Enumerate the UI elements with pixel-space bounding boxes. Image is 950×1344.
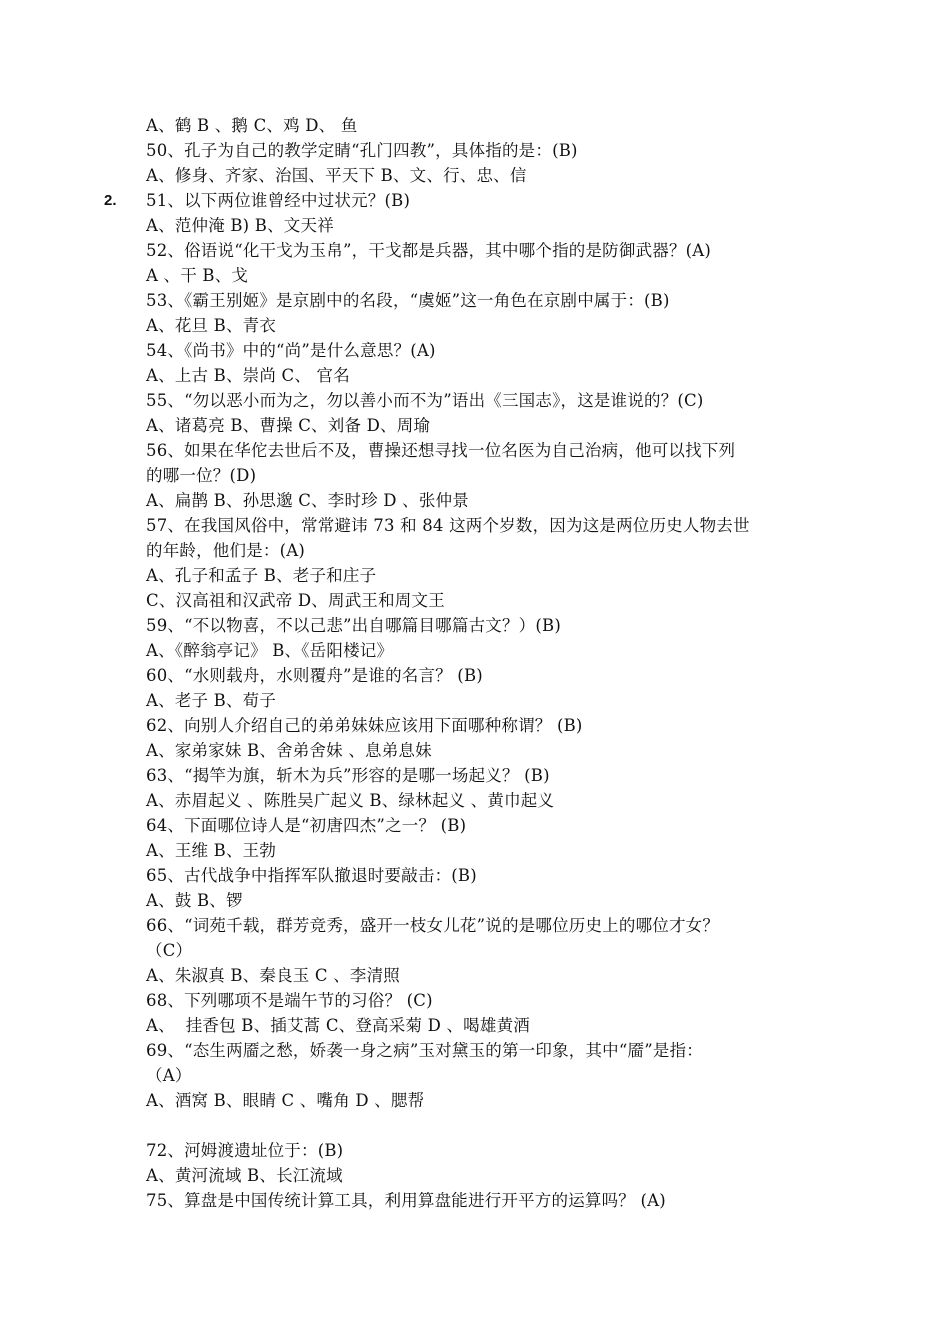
text-line: 54、《尚书》中的“尚”是什么意思？(A) (146, 341, 436, 360)
text-line: C、汉高祖和汉武帝 D、周武王和周文王 (146, 591, 445, 610)
text-line: A、朱淑真 B、秦良玉 C 、李清照 (146, 966, 401, 985)
text-line: A、扁鹊 B、孙思邈 C、李时珍 D 、张仲景 (146, 491, 469, 510)
text-line: A、诸葛亮 B、曹操 C、刘备 D、周瑜 (146, 416, 431, 435)
text-line: A、修身、齐家、治国、平天下 B、文、行、忠、信 (146, 166, 527, 185)
text-line: 72、河姆渡遗址位于：(B) (146, 1141, 344, 1160)
text-line: A、范仲淹 B) B、文天祥 (146, 216, 334, 235)
text-line: 59、“不以物喜，不以己悲”出自哪篇目哪篇古文？）(B) (146, 616, 561, 635)
text-line: A、黄河流域 B、长江流域 (146, 1166, 343, 1185)
text-line: 75、算盘是中国传统计算工具，利用算盘能进行开平方的运算吗？ (A) (146, 1191, 666, 1210)
text-line: 55、“勿以恶小而为之，勿以善小而不为”语出《三国志》，这是谁说的？(C) (146, 391, 704, 410)
text-line: 64、下面哪位诗人是“初唐四杰”之一？ (B) (146, 816, 467, 835)
text-line: 57、在我国风俗中，常常避讳 73 和 84 这两个岁数，因为这是两位历史人物去世 (146, 516, 750, 535)
text-line: 66、“词苑千载，群芳竞秀，盛开一枝女儿花”说的是哪位历史上的哪位才女？ (146, 916, 720, 935)
blank-line (146, 1113, 826, 1138)
text-line: 53、《霸王别姬》是京剧中的名段，“虞姬”这一角色在京剧中属于：(B) (146, 291, 670, 310)
text-line: A、花旦 B、青衣 (146, 316, 277, 335)
text-line: A、家弟家妹 B、舍弟舍妹 、息弟息妹 (146, 741, 432, 760)
text-line: A、老子 B、荀子 (146, 691, 277, 710)
text-line: A、孔子和孟子 B、老子和庄子 (146, 566, 377, 585)
text-line: A 、干 B、戈 (146, 266, 249, 285)
text-line: 的哪一位？(D) (146, 466, 257, 485)
text-line: 60、“水则载舟，水则覆舟”是谁的名言？ (B) (146, 666, 483, 685)
text-line: A、 挂香包 B、插艾蒿 C、登高采菊 D 、喝雄黄酒 (146, 1016, 530, 1035)
text-line: A、酒窝 B、眼睛 C 、嘴角 D 、腮帮 (146, 1091, 425, 1110)
text-line: 62、向别人介绍自己的弟弟妹妹应该用下面哪种称谓？ (B) (146, 716, 583, 735)
text-line: A、王维 B、王勃 (146, 841, 277, 860)
text-line: 63、“揭竿为旗，斩木为兵”形容的是哪一场起义？ (B) (146, 766, 550, 785)
question-list (146, 113, 826, 1213)
list-number: 2. (104, 192, 117, 209)
text-line: （A） (146, 1066, 192, 1085)
text-line: 52、俗语说“化干戈为玉帛”，干戈都是兵器，其中哪个指的是防御武器？(A) (146, 241, 712, 260)
text-line: 56、如果在华佗去世后不及，曹操还想寻找一位名医为自己治病，他可以找下列 (146, 441, 736, 460)
text-line: A、《醉翁亭记》 B、《岳阳楼记》 (146, 641, 394, 660)
text-line: 51、以下两位谁曾经中过状元？(B) (146, 191, 411, 210)
text-line: （C） (146, 941, 193, 960)
text-line: 69、“态生两靥之愁，娇袭一身之病”玉对黛玉的第一印象，其中“靥”是指： (146, 1041, 703, 1060)
text-line: 68、下列哪项不是端午节的习俗？ (C) (146, 991, 433, 1010)
text-line: 50、孔子为自己的教学定睛“孔门四教”，具体指的是：(B) (146, 141, 578, 160)
text-line: A、赤眉起义 、陈胜吴广起义 B、绿林起义 、黄巾起义 (146, 791, 555, 810)
text-line: 的年龄，他们是：(A) (146, 541, 305, 560)
text-line: 65、古代战争中指挥军队撤退时要敲击：(B) (146, 866, 477, 885)
text-line: A、上古 B、崇尚 C、 官名 (146, 366, 350, 385)
text-line: A、鹤 B 、鹅 C、鸡 D、 鱼 (146, 116, 358, 135)
text-line: A、鼓 B、锣 (146, 891, 243, 910)
